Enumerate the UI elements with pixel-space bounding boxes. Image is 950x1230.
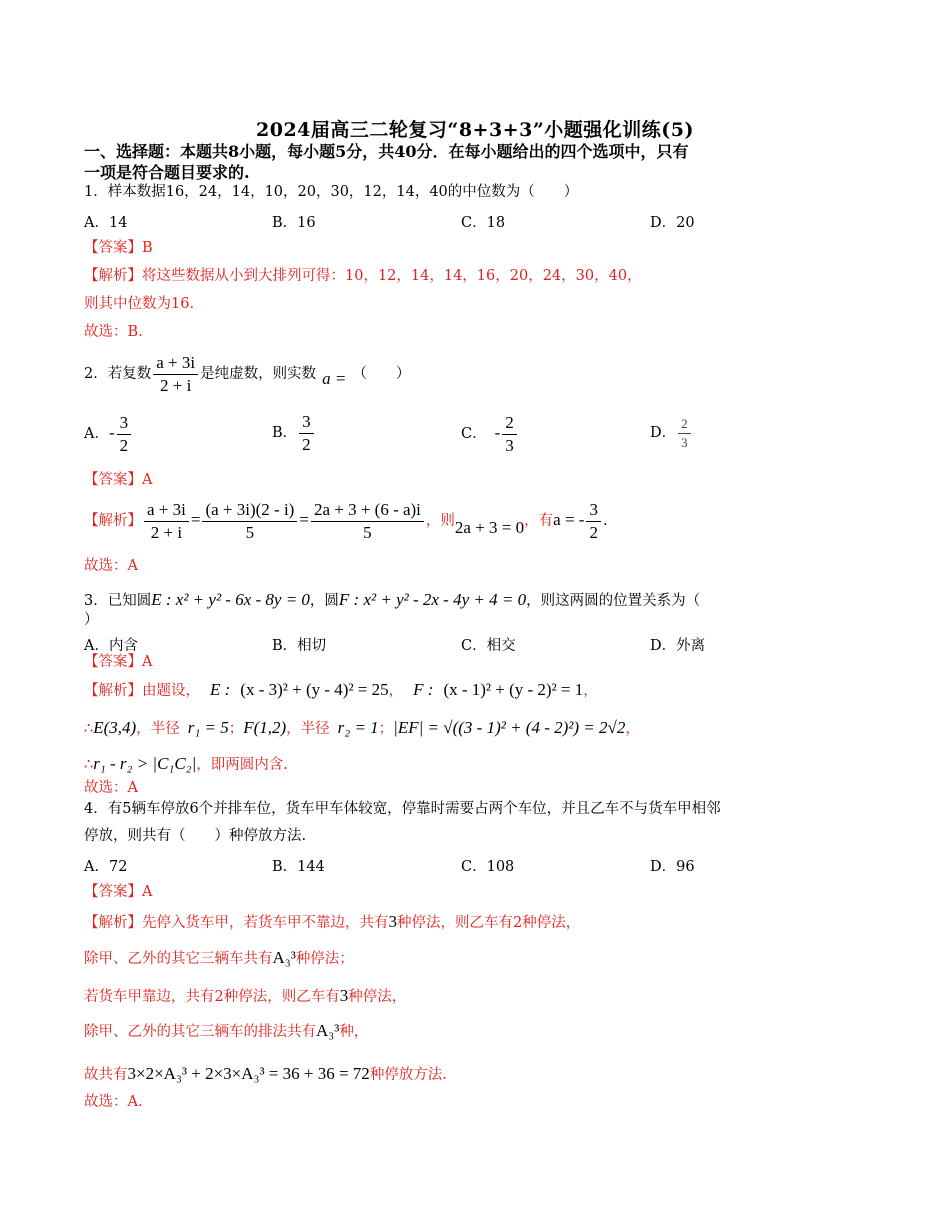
q3-inequality: r₁ - r₂ > |C₁C₂| bbox=[93, 754, 197, 773]
fraction-numerator: 2 bbox=[678, 416, 691, 434]
fraction-numerator: a + 3i bbox=[144, 500, 189, 522]
q4-stem-line1: 4．有5辆车停放6个并排车位，货车甲车体较宽，停靠时需要占两个车位，并且乙车不与货车甲相邻 bbox=[84, 801, 721, 817]
q2-analysis bbox=[84, 497, 608, 544]
q3-answer bbox=[84, 652, 152, 672]
q3-analysis-line2: ∴E(3,4)，半径 r₁ = 5；F(1,2)，半径 r₂ = 1；|EF| = √((3 - 1)² + (4 - 2)²) = 2√2， bbox=[84, 718, 640, 737]
q2-option-d bbox=[650, 410, 693, 456]
fraction-denominator: 5 bbox=[245, 522, 255, 542]
q4-option-d: D．96 bbox=[650, 859, 695, 875]
q3-option-b: B．相切 bbox=[272, 638, 327, 654]
fraction-denominator: 5 bbox=[363, 522, 372, 542]
option-fraction bbox=[502, 413, 517, 456]
q3-stem bbox=[84, 590, 700, 611]
q3-answer-value: A bbox=[142, 654, 153, 670]
q4-analysis-text: 除甲、乙外的其它三辆车共有 bbox=[84, 951, 273, 967]
q1-analysis-text: 将这些数据从小到大排列可得：10，12，14，14，16，20，24，30，40， bbox=[142, 268, 642, 284]
radius-label: ，半径 bbox=[286, 721, 330, 737]
fraction-denominator: 2 bbox=[589, 522, 598, 542]
q3-circle-f: F : x² + y² - 2x - 4y + 4 = 0 bbox=[338, 590, 527, 609]
section-heading-line1: 一、选择题：本题共8小题，每小题5分，共40分．在每小题给出的四个选项中，只有 bbox=[84, 142, 689, 161]
q1-answer-value: B bbox=[142, 240, 153, 256]
q2-analysis-fraction-1 bbox=[144, 500, 189, 543]
q1-option-b: B．16 bbox=[272, 215, 316, 231]
option-fraction bbox=[678, 416, 691, 451]
q1-option-a: A．14 bbox=[84, 215, 128, 231]
q4-analysis-number: 3 bbox=[339, 986, 349, 1005]
answer-label: 【答案】 bbox=[84, 240, 142, 256]
option-sign: - bbox=[108, 423, 115, 442]
q2-stem-pre: 2．若复数 bbox=[84, 366, 152, 382]
therefore-symbol: ∴ bbox=[84, 721, 94, 737]
q4-analysis-line2 bbox=[84, 948, 354, 969]
q1-choose: 故选：B. bbox=[84, 324, 143, 340]
q2-stem-post: 是纯虚数，则实数 bbox=[200, 366, 317, 382]
q3-center-e: E(3,4) bbox=[93, 718, 137, 737]
q4-option-b: B．144 bbox=[272, 859, 325, 875]
fraction-numerator: 3 bbox=[299, 412, 314, 434]
q3-stem-pre: 3．已知圆 bbox=[84, 593, 152, 609]
analysis-label: 【解析】 bbox=[84, 915, 142, 931]
option-sign: - bbox=[494, 423, 501, 442]
q4-analysis-text: 种停放方法. bbox=[369, 1067, 447, 1083]
q3-option-c: C．相交 bbox=[461, 638, 516, 654]
q3-stem-close: ） bbox=[84, 612, 99, 628]
q4-analysis-text: 种停法； bbox=[295, 951, 354, 967]
fraction-numerator: 2a + 3 + (6 - a)i bbox=[311, 500, 424, 522]
q1-option-d: D．20 bbox=[650, 215, 695, 231]
q2-answer bbox=[84, 470, 152, 490]
q4-arrangement-symbol: A₃³ bbox=[316, 1021, 340, 1040]
q3-stem-mid: ，圆 bbox=[309, 593, 339, 609]
q2-analysis-equation: 2a + 3 = 0 bbox=[454, 518, 525, 537]
q4-total-equation: 3×2×A₃³ + 2×3×A₃³ = 36 + 36 = 72 bbox=[127, 1064, 370, 1083]
fraction-numerator: (a + 3i)(2 - i) bbox=[202, 500, 297, 522]
option-label: B． bbox=[272, 425, 298, 441]
radius-label: ，半径 bbox=[136, 721, 180, 737]
q2-analysis-fraction-3 bbox=[311, 500, 424, 543]
option-label: A． bbox=[84, 426, 109, 442]
q3-radius-2: r₂ = 1 bbox=[337, 718, 379, 737]
q3-analysis-line3 bbox=[84, 754, 288, 775]
fraction-numerator: 3 bbox=[117, 413, 132, 435]
q4-analysis-line1 bbox=[84, 912, 580, 933]
q1-analysis-line1 bbox=[84, 266, 642, 286]
q3-analysis-e-label: E : bbox=[210, 680, 231, 699]
fraction-denominator: 3 bbox=[505, 435, 514, 455]
fraction-denominator: 3 bbox=[681, 434, 688, 450]
q4-answer-value: A bbox=[142, 884, 153, 900]
q4-analysis-text: 先停入货车甲，若货车甲不靠边，共有 bbox=[142, 915, 389, 931]
answer-label: 【答案】 bbox=[84, 654, 142, 670]
q3-conclusion: ，即两圆内含. bbox=[196, 757, 288, 773]
section-heading-line2: 一项是符合题目要求的. bbox=[84, 163, 250, 182]
q2-analysis-result-fraction bbox=[586, 500, 601, 543]
q2-analysis-fraction-2 bbox=[202, 500, 297, 543]
fraction-numerator: 3 bbox=[586, 500, 601, 522]
fraction-denominator: 2 + i bbox=[160, 375, 192, 395]
q4-option-c: C．108 bbox=[461, 859, 515, 875]
fraction-denominator: 2 bbox=[302, 434, 311, 454]
option-label: C． bbox=[461, 426, 487, 442]
equals-sign: = bbox=[190, 510, 201, 529]
answer-label: 【答案】 bbox=[84, 884, 142, 900]
q3-analysis-f-label: F : bbox=[413, 680, 434, 699]
q2-stem-var: a = bbox=[322, 369, 347, 388]
q3-choose: 故选：A bbox=[84, 780, 138, 796]
q3-stem-post: ，则这两圆的位置关系为（ bbox=[526, 593, 701, 609]
q2-stem-blank: （ ） bbox=[352, 366, 411, 382]
option-fraction bbox=[117, 413, 132, 456]
period: . bbox=[602, 513, 608, 529]
q3-circle-e: E : x² + y² - 6x - 8y = 0 bbox=[151, 590, 310, 609]
q4-arrangement-symbol: A₃³ bbox=[272, 948, 296, 967]
option-fraction bbox=[299, 412, 314, 455]
equals-sign: = bbox=[299, 510, 309, 529]
q2-analysis-have: ，有 bbox=[524, 513, 554, 529]
q1-answer bbox=[84, 238, 153, 258]
q3-center-f: F(1,2) bbox=[243, 718, 287, 737]
q3-analysis-pre: 由题设， bbox=[142, 683, 200, 699]
q3-analysis-line1: 【解析】由题设， E : (x - 3)² + (y - 4)² = 25， F : (x - 1)² + (y - 2)² = 1， bbox=[84, 680, 598, 699]
q4-analysis-text: 若货车甲靠边，共有2种停法，则乙车有 bbox=[84, 989, 340, 1005]
q2-option-c bbox=[461, 410, 519, 457]
q2-analysis-then: ，则 bbox=[425, 513, 455, 529]
fraction-numerator: 2 bbox=[502, 413, 517, 435]
q3-analysis-e-equation: (x - 3)² + (y - 4)² = 25 bbox=[240, 680, 389, 699]
answer-label: 【答案】 bbox=[84, 472, 142, 488]
q2-choose: 故选：A bbox=[84, 558, 138, 574]
q2-stem bbox=[84, 350, 410, 397]
q4-analysis-line3 bbox=[84, 986, 406, 1007]
q3-radius-1: r₁ = 5 bbox=[187, 718, 229, 737]
q4-option-a: A．72 bbox=[84, 859, 128, 875]
q1-stem: 1．样本数据16，24，14，10，20，30，12，14，40的中位数为（ ） bbox=[84, 184, 579, 200]
analysis-label: 【解析】 bbox=[84, 268, 142, 284]
q1-analysis-line2: 则其中位数为16. bbox=[84, 296, 195, 312]
fraction-denominator: 2 + i bbox=[150, 522, 183, 542]
fraction-denominator: 2 bbox=[119, 435, 129, 455]
q4-analysis-text: 种停法，则乙车有2种停法， bbox=[397, 915, 581, 931]
q3-center-distance: |EF| = √((3 - 1)² + (4 - 2)²) = 2√2 bbox=[393, 718, 626, 737]
q2-answer-value: A bbox=[142, 472, 153, 488]
q3-option-d: D．外离 bbox=[650, 638, 706, 654]
q2-option-a bbox=[84, 410, 133, 457]
q4-analysis-text: 除甲、乙外的其它三辆车的排法共有 bbox=[84, 1024, 316, 1040]
q4-answer bbox=[84, 882, 152, 902]
fraction-numerator: a + 3i bbox=[153, 353, 198, 375]
q4-analysis-text: 种停法， bbox=[348, 989, 407, 1005]
q3-option-a: A．内含 bbox=[84, 638, 138, 654]
q4-analysis-line4 bbox=[84, 1021, 368, 1042]
q2-stem-fraction bbox=[153, 353, 198, 396]
q4-analysis-text: 故共有 bbox=[84, 1067, 128, 1083]
analysis-label: 【解析】 bbox=[84, 513, 142, 529]
q4-stem-line2: 停放，则共有（ ）种停放方法. bbox=[84, 828, 307, 844]
page-title: 2024届高三二轮复习“8+3+3”小题强化训练(5) bbox=[256, 119, 694, 141]
q4-analysis-number: 3 bbox=[388, 912, 397, 931]
q4-analysis-text: 种， bbox=[339, 1024, 369, 1040]
q4-analysis-line5 bbox=[84, 1064, 447, 1085]
analysis-label: 【解析】 bbox=[84, 683, 142, 699]
therefore-symbol: ∴ bbox=[84, 757, 94, 773]
q2-option-b bbox=[272, 410, 316, 456]
q4-choose: 故选：A. bbox=[84, 1094, 143, 1110]
q2-analysis-result: a = - bbox=[553, 510, 585, 529]
q1-option-c: C．18 bbox=[461, 215, 506, 231]
option-label: D． bbox=[650, 425, 677, 441]
q3-analysis-f-equation: (x - 1)² + (y - 2)² = 1 bbox=[443, 680, 584, 699]
